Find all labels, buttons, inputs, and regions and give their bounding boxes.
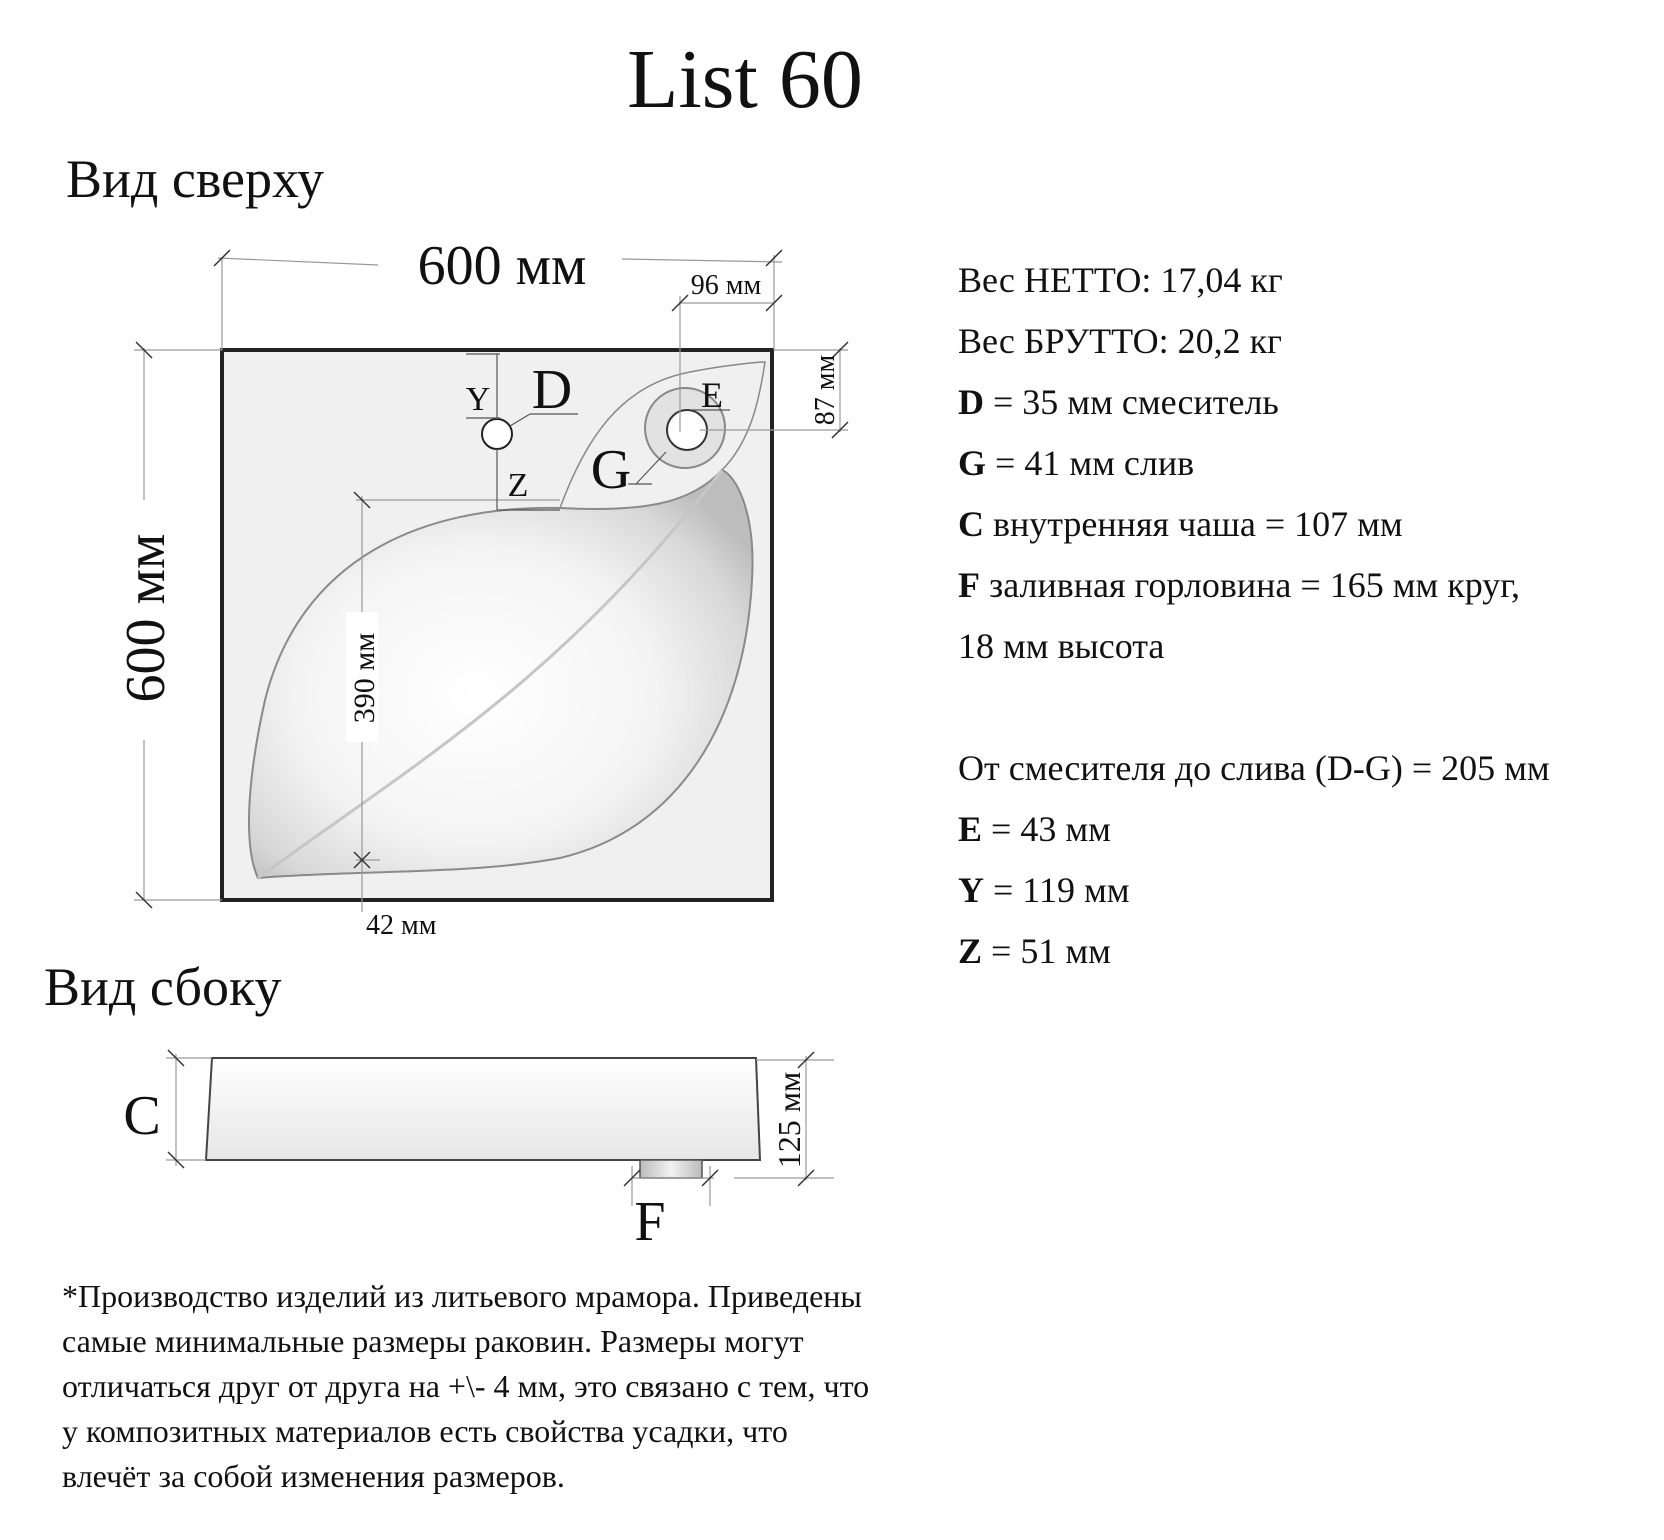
f-label: F [634,1191,666,1253]
spec-line: G = 41 мм слив [958,443,1195,483]
footnote-line: у композитных материалов есть свойства усадки, что [62,1413,788,1449]
spec-line: От смесителя до слива (D-G) = 205 мм [958,748,1550,788]
dim-line [622,259,782,262]
dim-42-label: 42 мм [366,910,437,941]
spec-line: Z = 51 мм [958,931,1111,971]
dim-line [218,258,378,265]
spec-line: 18 мм высота [958,626,1165,666]
g-label: G [590,439,632,501]
side-view-heading: Вид сбоку [44,957,282,1017]
spec-line: D = 35 мм смеситель [958,382,1279,422]
spec-line: C внутренняя чаша = 107 мм [958,504,1403,544]
dim-390-label: 390 мм [348,632,381,724]
top-view [115,235,848,941]
e-label: E [701,375,723,415]
dim-87-label: 87 мм [810,354,841,426]
footnote-line: самые минимальные размеры раковин. Размеры могут [62,1323,804,1359]
z-label: Z [507,467,529,504]
d-label: D [531,359,573,421]
dim-125-label: 125 мм [771,1071,807,1169]
footnote-line: отличаться друг от друга на +\- 4 мм, это связано с тем, что [62,1368,870,1404]
faucet-hole [482,419,512,449]
dim-96-label: 96 мм [690,270,762,301]
footnote-line: влечёт за собой изменения размеров. [62,1458,565,1494]
width-label: 600 мм [417,235,587,297]
height-label: 600 мм [115,533,177,703]
spec-line: Вес НЕТТО: 17,04 кг [958,260,1283,300]
page-title: List 60 [627,33,863,126]
c-label: C [123,1085,161,1147]
sink-side-profile [206,1058,760,1160]
spec-line: F заливная горловина = 165 мм круг, [958,565,1520,605]
side-view [123,1050,834,1253]
y-label: Y [465,381,491,418]
footnote-line: *Производство изделий из литьевого мрамора. Приведены [62,1278,862,1314]
spec-line: E = 43 мм [958,809,1111,849]
neck-profile [640,1160,702,1178]
top-view-heading: Вид сверху [66,149,324,209]
spec-line: Y = 119 мм [958,870,1130,910]
spec-line: Вес БРУТТО: 20,2 кг [958,321,1282,361]
